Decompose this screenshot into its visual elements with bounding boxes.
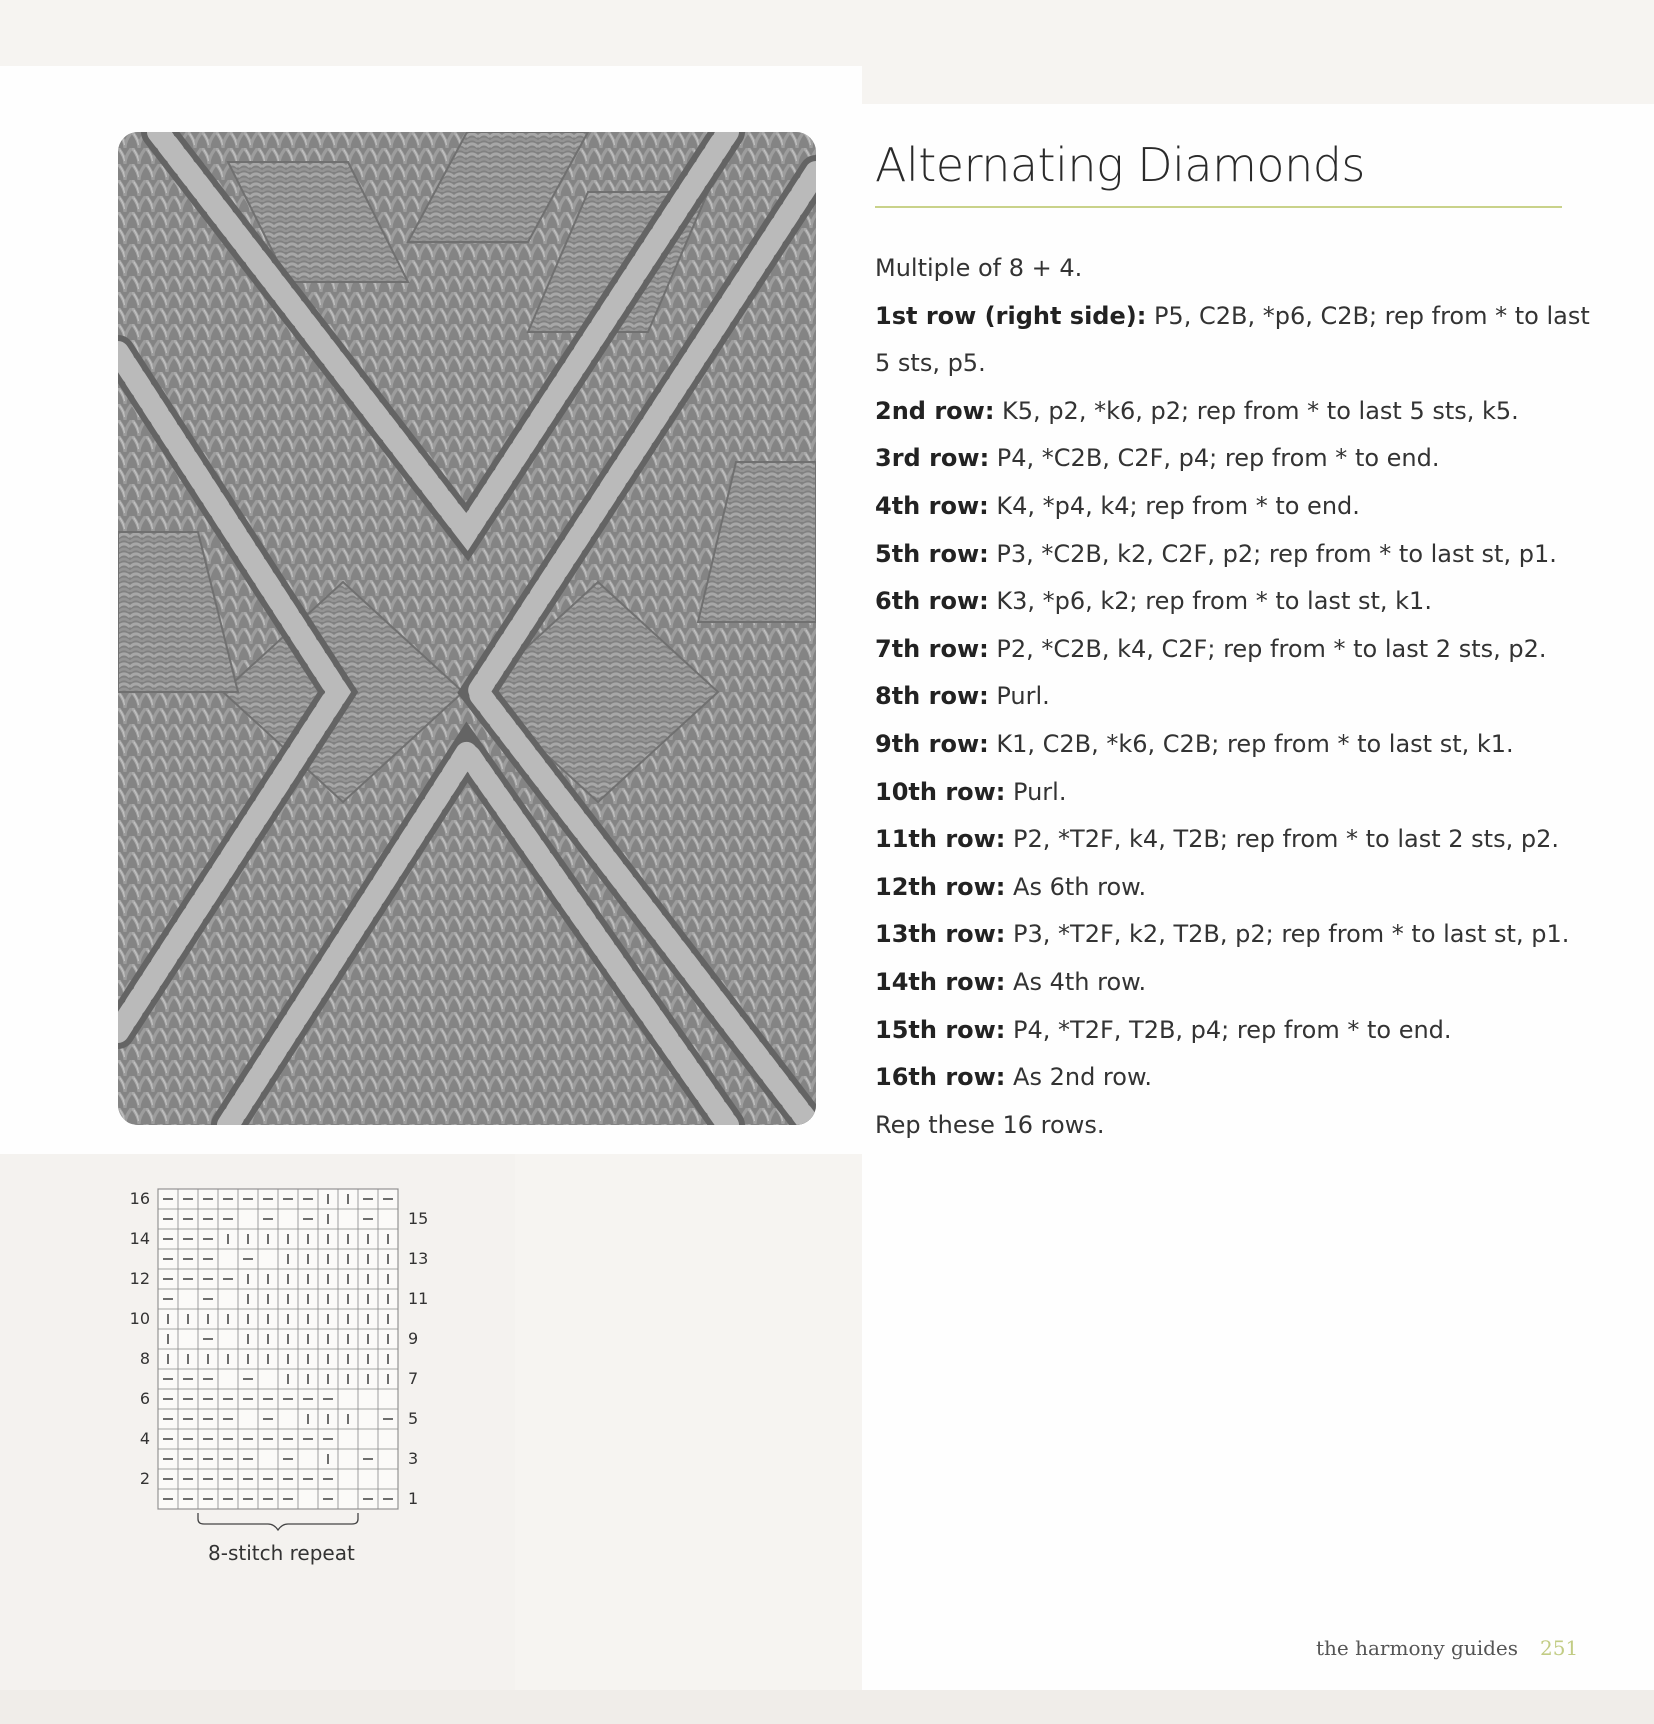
row-label: 7th row:: [875, 634, 989, 663]
row-label: 10th row:: [875, 777, 1006, 806]
row-number-left: 12: [129, 1269, 150, 1288]
row-text: P2, *T2F, k4, T2B; rep from * to last 2 sts, p2.: [1005, 825, 1559, 854]
page-bottom-margin: [0, 1690, 1654, 1724]
repeat-bracket: [198, 1513, 358, 1530]
row-text: K3, *p6, k2; rep from * to last st, k1.: [988, 587, 1432, 616]
row-1: [875, 293, 1590, 341]
pattern-instructions: [875, 245, 1590, 1149]
row-numbers-left: [130, 1189, 150, 1488]
row-label: 12th row:: [875, 872, 1006, 901]
row-number-right: 9: [408, 1329, 419, 1348]
row-text: K4, *p4, k4; rep from * to end.: [988, 491, 1360, 520]
row-number-right: 11: [408, 1289, 429, 1308]
row-text: Purl.: [988, 682, 1050, 711]
row-number-left: 16: [129, 1189, 150, 1208]
row-1-continuation: 5 sts, p5.: [875, 349, 986, 378]
page-footer: [1316, 1636, 1578, 1660]
row-number-right: 5: [408, 1409, 419, 1428]
repeat-label: 8-stitch repeat: [208, 1541, 355, 1565]
row-text: K1, C2B, *k6, C2B; rep from * to last st, k1.: [988, 729, 1514, 758]
row-text: P4, *T2F, T2B, p4; rep from * to end.: [1005, 1015, 1452, 1044]
row-number-right: 15: [408, 1209, 429, 1228]
row-text: P4, *C2B, C2F, p4; rep from * to end.: [989, 444, 1440, 473]
row-number-left: 2: [139, 1469, 150, 1488]
row-label: 16th row:: [875, 1063, 1006, 1092]
row-number-right: 13: [408, 1249, 429, 1268]
row-label: 15th row:: [875, 1015, 1006, 1044]
row-13: [875, 911, 1575, 959]
row-label: 5th row:: [875, 539, 989, 568]
row-5: [875, 531, 1575, 579]
row-10: [875, 769, 1575, 817]
row-number-right: 3: [408, 1449, 419, 1468]
row-label: 13th row:: [875, 920, 1006, 949]
row-9: [875, 721, 1575, 769]
closing-note: Rep these 16 rows.: [875, 1110, 1105, 1139]
row-8: [875, 673, 1575, 721]
row-number-left: 10: [129, 1309, 150, 1328]
row-text: Purl.: [1005, 777, 1067, 806]
row-2: [875, 388, 1575, 436]
row-text: K5, p2, *k6, p2; rep from * to last 5 sts, k5.: [994, 396, 1519, 425]
row-number-left: 8: [139, 1349, 150, 1368]
row-label: 11th row:: [875, 825, 1006, 854]
row-text: As 6th row.: [1005, 872, 1147, 901]
row-text: As 2nd row.: [1005, 1063, 1153, 1092]
pattern-title: Alternating Diamonds: [875, 138, 1365, 192]
row-text: P5, C2B, *p6, C2B; rep from * to last: [1146, 301, 1590, 330]
row-3: [875, 435, 1575, 483]
row-label: 4th row:: [875, 491, 989, 520]
row-number-right: 1: [408, 1489, 419, 1508]
row-label: 6th row:: [875, 587, 989, 616]
row-number-left: 14: [129, 1229, 150, 1248]
row-number-right: 7: [408, 1369, 419, 1388]
row-text: P3, *C2B, k2, C2F, p2; rep from * to last st, p1.: [988, 539, 1557, 568]
row-label: 3rd row:: [875, 444, 990, 473]
row-label: 14th row:: [875, 967, 1006, 996]
row-11: [875, 816, 1575, 864]
row-12: [875, 864, 1575, 912]
row-label: 8th row:: [875, 682, 989, 711]
row-4: [875, 483, 1575, 531]
row-label: 1st row (right side):: [875, 301, 1147, 330]
row-6: [875, 578, 1575, 626]
row-numbers-right: [408, 1209, 428, 1508]
row-label: 2nd row:: [875, 396, 995, 425]
row-16: [875, 1054, 1575, 1102]
row-text: P2, *C2B, k4, C2F; rep from * to last 2 sts, p2.: [988, 634, 1547, 663]
footer-text: the harmony guides: [1316, 1636, 1519, 1660]
row-14: [875, 959, 1575, 1007]
page-number: 251: [1540, 1636, 1579, 1660]
page-top-margin: [0, 0, 1654, 66]
row-text: P3, *T2F, k2, T2B, p2; rep from * to last st, p1.: [1005, 920, 1570, 949]
knitting-chart: [118, 1180, 448, 1540]
row-text: As 4th row.: [1005, 967, 1147, 996]
multiple-note: Multiple of 8 + 4.: [875, 254, 1083, 282]
row-7: [875, 626, 1575, 674]
row-number-left: 4: [139, 1429, 150, 1448]
row-label: 9th row:: [875, 729, 989, 758]
swatch-photo: [118, 132, 816, 1125]
row-number-left: 6: [139, 1389, 150, 1408]
title-rule: [875, 206, 1562, 208]
row-15: [875, 1007, 1575, 1055]
